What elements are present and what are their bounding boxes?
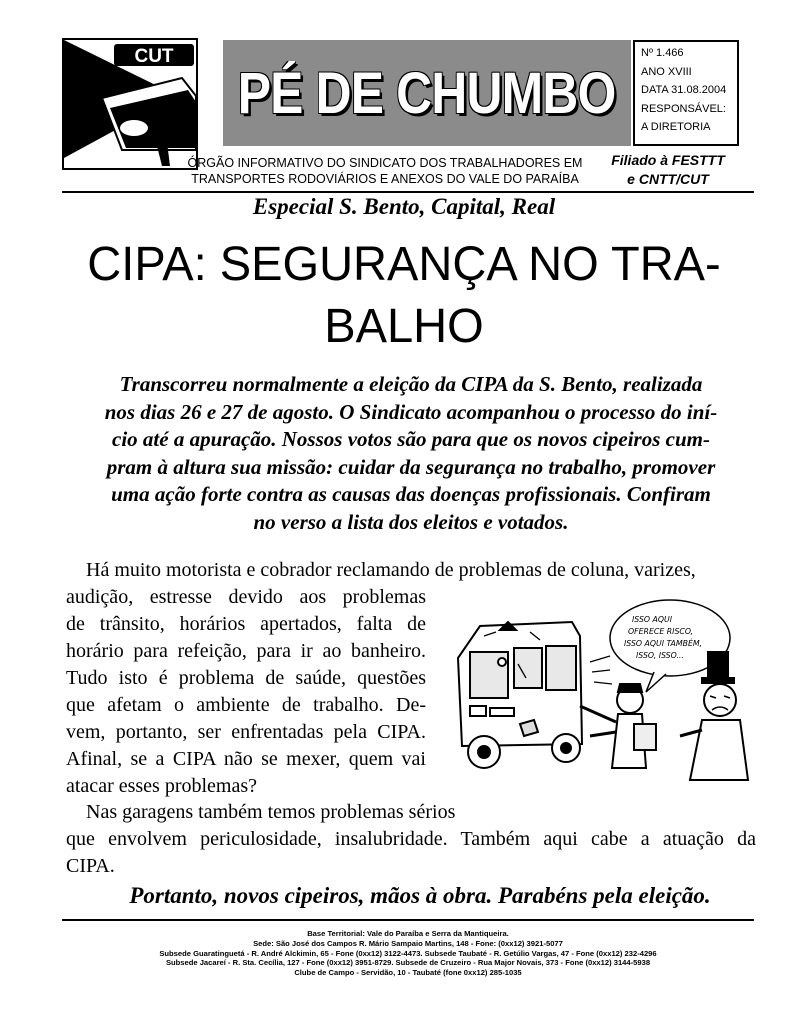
body-line: horário para refeição, para ir ao banheiro.	[66, 640, 426, 662]
footer-line: Subsede Guaratinguetá - R. André Alckimin, 65 - Fone (0xx12) 3122-4473. Subsede Taubaté - R. Getúlio Vargas, 47 - Fone (0xx12) 232-4296	[159, 948, 657, 958]
issue-number: Nº 1.466	[641, 47, 684, 59]
footer-divider	[62, 919, 754, 921]
bus-icon	[458, 622, 582, 768]
speech-line-4: ISSO, ISSO...	[636, 651, 684, 660]
logo-text: CUT	[134, 46, 174, 67]
body-line: Afinal, se a CIPA não se mexer, quem vai	[66, 748, 426, 770]
issue-responsible-label: RESPONSÁVEL:	[641, 102, 726, 115]
issue-info-box	[633, 40, 739, 146]
headline-line-1: CIPA: SEGURANÇA NO TRA-	[87, 238, 721, 291]
header-divider	[62, 191, 754, 193]
affiliation	[605, 151, 731, 189]
issue-responsible: A DIRETORIA	[641, 121, 711, 134]
lead-paragraph	[66, 371, 756, 536]
affiliation-line-2: e CNTT/CUT	[627, 171, 709, 187]
affiliation-line-1: Filiado à FESTTT	[611, 152, 725, 168]
body-line: que envolvem periculosidade, insalubridade. Também aqui cabe a atuação da	[66, 828, 756, 850]
body-line: atacar esses problemas?	[66, 775, 258, 797]
organization-description	[160, 155, 610, 187]
body-line: Tudo isto é problema de saúde, questões	[66, 667, 426, 689]
headline-line-2: BALHO	[324, 300, 484, 353]
issue-year: ANO XVIII	[641, 65, 692, 78]
body-paragraph-2	[66, 826, 756, 880]
bus-cartoon-illustration	[440, 596, 756, 784]
body-line: que afetam o ambiente de trabalho. De-	[66, 694, 426, 716]
body-line: de trânsito, horários apertados, falta de	[66, 613, 426, 635]
speech-line-3: ISSO AQUI TAMBÉM,	[624, 639, 703, 648]
org-line-1: ÓRGÃO INFORMATIVO DO SINDICATO DOS TRABALHADORES EM	[187, 156, 583, 170]
body-line: audição, estresse devido aos problemas	[66, 586, 426, 608]
headline	[47, 234, 760, 358]
lead-line: uma ação forte contra as causas das doenças profissionais. Confiram	[111, 482, 711, 506]
body-line: CIPA.	[66, 855, 115, 877]
body-paragraph-1	[66, 584, 426, 800]
issue-date: DATA 31.08.2004	[641, 84, 727, 97]
footer-line: Subsede Jacareí - R. Sta. Cecília, 127 - Fone (0xx12) 3951-8729. Subsede de Cruzeiro - Rua Major Novais, 373 - Fone (0xx12) 3144-5938	[165, 958, 651, 968]
body-paragraph-1-first-line: Há muito motorista e cobrador reclamando de problemas de coluna, varizes,	[86, 559, 696, 581]
newspaper-title-box	[223, 40, 631, 146]
org-line-2: TRANSPORTES RODOVIÁRIOS E ANEXOS DO VALE DO PARAÍBA	[191, 172, 579, 186]
newspaper-title: PÉ DE CHUMBO	[238, 60, 616, 126]
lead-line: pram à altura sua missão: cuidar da segurança no trabalho, promover	[106, 454, 716, 479]
lead-line: Transcorreu normalmente a eleição da CIPA da S. Bento, realizada	[119, 372, 703, 396]
body-line: vem, portanto, ser enfrentadas pela CIPA.	[66, 721, 426, 743]
footer-line: Clube de Campo - Servidão, 10 - Taubaté (fone 0xx12) 285-1035	[294, 968, 522, 978]
speech-line-1: ISSO AQUI	[632, 615, 673, 624]
footer-addresses	[62, 929, 754, 978]
lead-line: nos dias 26 e 27 de agosto. O Sindicato acompanhou o processo do iní-	[104, 399, 718, 424]
cut-logo	[62, 38, 198, 170]
body-paragraph-2-first-line: Nas garagens também temos problemas sérios	[86, 801, 456, 823]
footer-line: Base Territorial: Vale do Paraíba e Serra da Mantiqueira.	[307, 929, 509, 938]
speech-line-2: OFERECE RISCO,	[628, 627, 694, 636]
kicker: Especial S. Bento, Capital, Real	[252, 194, 556, 219]
inspector-figure-icon	[580, 684, 656, 768]
closing-statement: Portanto, novos cipeiros, mãos à obra. Parabéns pela eleição.	[129, 883, 711, 908]
footer-line: Sede: São José dos Campos R. Mário Sampaio Martins, 148 - Fone: (0xx12) 3921-5077	[253, 938, 563, 948]
lead-line: cio até a apuração. Nossos votos são para que os novos cipeiros cum-	[112, 427, 710, 451]
lead-line: no verso a lista dos eleitos e votados.	[253, 509, 569, 534]
